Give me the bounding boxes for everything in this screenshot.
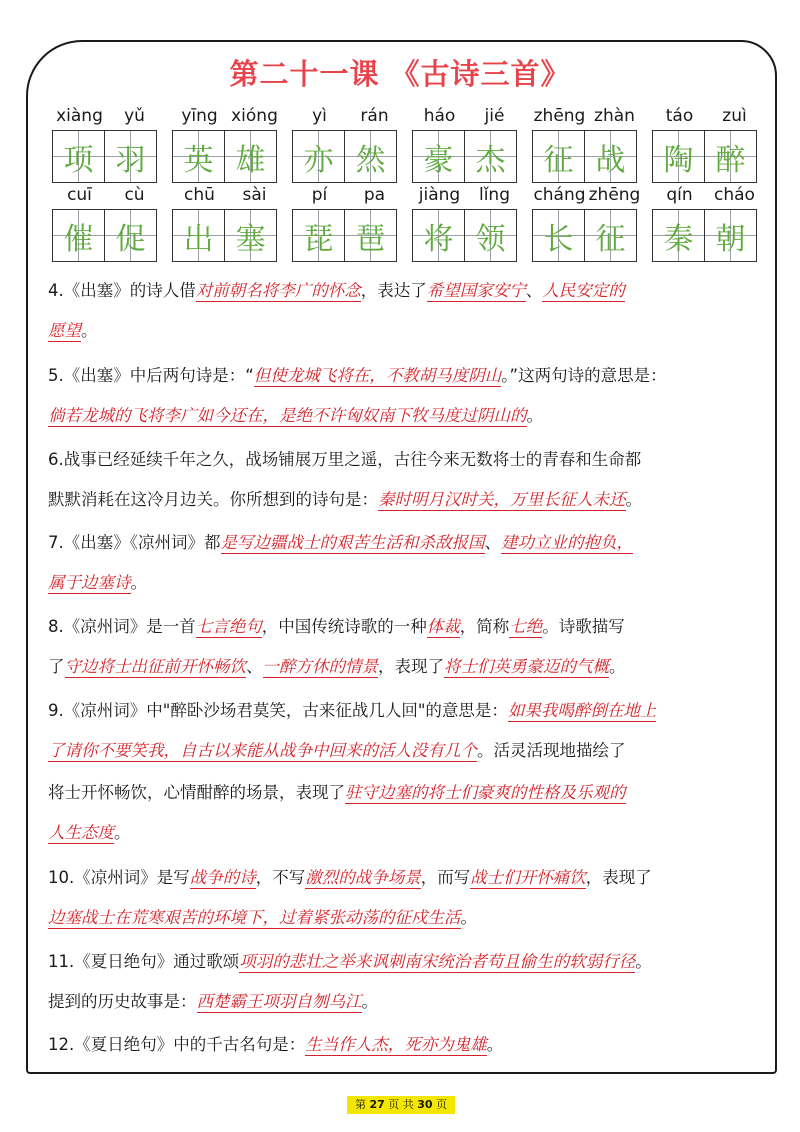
word-group bbox=[532, 104, 642, 190]
pinyin: pí bbox=[311, 185, 328, 205]
answer: 但使龙城飞将在，不教胡马度阴山 bbox=[253, 366, 502, 385]
character-cell: 杰 bbox=[465, 130, 517, 183]
pinyin: lǐng bbox=[478, 185, 510, 205]
character-cell: 促 bbox=[105, 209, 157, 262]
word-group bbox=[532, 183, 642, 269]
pinyin: qín bbox=[666, 185, 693, 205]
word-group bbox=[412, 183, 522, 269]
character-cell: 琶 bbox=[345, 209, 397, 262]
answer: 一醉方休的情景 bbox=[262, 657, 378, 676]
question-7-cont: 属于边塞诗。 bbox=[48, 573, 147, 592]
pinyin: cháo bbox=[714, 185, 755, 205]
character-cell: 将 bbox=[412, 209, 465, 262]
question-9-cont: 了请你不要笑我，自古以来能从战争中回来的活人没有几个。活灵活现地描绘了 bbox=[48, 741, 626, 760]
word-group bbox=[172, 104, 282, 190]
character-cell: 英 bbox=[172, 130, 225, 183]
answer: 将士们英勇豪迈的气概 bbox=[444, 657, 609, 676]
question-5-cont: 倘若龙城的飞将李广如今还在，是绝不许匈奴南下牧马度过阴山的。 bbox=[48, 406, 543, 425]
character-cell: 豪 bbox=[412, 130, 465, 183]
pinyin-row bbox=[52, 104, 762, 190]
word-group bbox=[652, 104, 762, 190]
word-group bbox=[412, 104, 522, 190]
question-8-cont: 了守边将士出征前开怀畅饮、一醉方休的情景，表现了将士们英勇豪迈的气概。 bbox=[48, 657, 626, 676]
pinyin: cù bbox=[124, 185, 145, 205]
pinyin: zhēng bbox=[533, 106, 586, 126]
question-11: 11.《夏日绝句》通过歌颂项羽的悲壮之举来讽刺南宋统治者苟且偷生的软弱行径。 bbox=[48, 952, 652, 971]
pinyin: yǔ bbox=[124, 106, 145, 126]
answer: 人民安定的 bbox=[542, 281, 625, 300]
answer: 七言绝句 bbox=[195, 617, 262, 636]
answer: 生当作人杰，死亦为鬼雄 bbox=[305, 1035, 487, 1054]
answer: 项羽的悲壮之举来讽刺南宋统治者苟且偷生的软弱行径 bbox=[239, 952, 636, 971]
question-8: 8.《凉州词》是一首七言绝句，中国传统诗歌的一种体裁，简称七绝。诗歌描写 bbox=[48, 617, 625, 636]
question-10: 10.《凉州词》是写战争的诗，不写激烈的战争场景，而写战士们开怀痛饮，表现了 bbox=[48, 868, 652, 887]
character-cell: 领 bbox=[465, 209, 517, 262]
answer: 愿望 bbox=[48, 321, 81, 340]
pinyin: táo bbox=[665, 106, 694, 126]
character-cell: 征 bbox=[585, 209, 637, 262]
answer: 人生态度 bbox=[48, 823, 114, 842]
word-group bbox=[172, 183, 282, 269]
answer: 体裁 bbox=[426, 617, 460, 636]
pinyin: xiàng bbox=[56, 106, 103, 126]
question-9-cont2: 将士开怀畅饮，心情酣醉的场景，表现了驻守边塞的将士们豪爽的性格及乐观的 bbox=[48, 783, 626, 802]
character-cell: 长 bbox=[532, 209, 585, 262]
question-9: 9.《凉州词》中"醉卧沙场君莫笑，古来征战几人回"的意思是：如果我喝醉倒在地上 bbox=[48, 701, 657, 720]
pinyin: cháng bbox=[533, 185, 586, 205]
question-5: 5.《出塞》中后两句诗是：“但使龙城飞将在，不教胡马度阴山。”这两句诗的意思是： bbox=[48, 366, 667, 385]
answer: 战争的诗 bbox=[189, 868, 256, 887]
question-4-cont: 愿望。 bbox=[48, 321, 98, 340]
answer: 如果我喝醉倒在地上 bbox=[507, 701, 657, 720]
lesson-title: 第二十一课 《古诗三首》 bbox=[229, 57, 571, 91]
character-cell: 征 bbox=[532, 130, 585, 183]
pinyin: yīng bbox=[181, 106, 218, 126]
pinyin: zhēng bbox=[588, 185, 641, 205]
question-11-cont: 提到的历史故事是：西楚霸王项羽自刎乌江。 bbox=[48, 992, 378, 1011]
answer: 了请你不要笑我，自古以来能从战争中回来的活人没有几个 bbox=[48, 741, 477, 760]
question-10-cont: 边塞战士在荒寒艰苦的环境下，过着紧张动荡的征戍生活。 bbox=[48, 908, 477, 927]
answer: 希望国家安宁 bbox=[426, 281, 526, 300]
answer: 秦时明月汉时关，万里长征人未还 bbox=[378, 490, 626, 509]
answer: 西楚霸王项羽自刎乌江 bbox=[196, 992, 362, 1011]
character-cell: 雄 bbox=[225, 130, 277, 183]
character-cell: 醉 bbox=[705, 130, 757, 183]
character-cell: 羽 bbox=[105, 130, 157, 183]
question-4: 4.《出塞》的诗人借对前朝名将李广的怀念，表达了希望国家安宁、人民安定的 bbox=[48, 281, 625, 300]
word-group bbox=[52, 183, 162, 269]
answer: 倘若龙城的飞将李广如今还在，是绝不许匈奴南下牧马度过阴山的 bbox=[48, 406, 527, 425]
pinyin: jiàng bbox=[418, 185, 461, 205]
character-cell: 亦 bbox=[292, 130, 345, 183]
character-cell: 琵 bbox=[292, 209, 345, 262]
word-group bbox=[292, 104, 402, 190]
question-12: 12.《夏日绝句》中的千古名句是：生当作人杰，死亦为鬼雄。 bbox=[48, 1035, 504, 1054]
character-cell: 秦 bbox=[652, 209, 705, 262]
pinyin: chū bbox=[184, 185, 215, 205]
word-group bbox=[52, 104, 162, 190]
pinyin: zhàn bbox=[594, 106, 635, 126]
answer: 属于边塞诗 bbox=[48, 573, 131, 592]
answer: 驻守边塞的将士们豪爽的性格及乐观的 bbox=[345, 783, 626, 802]
answer: 战士们开怀痛饮 bbox=[470, 868, 586, 887]
answer: 激烈的战争场景 bbox=[305, 868, 421, 887]
word-group bbox=[292, 183, 402, 269]
question-7: 7.《出塞》《凉州词》都是写边疆战士的艰苦生活和杀敌报国、建功立业的抱负， bbox=[48, 533, 633, 552]
pinyin: háo bbox=[423, 106, 456, 126]
pinyin: sài bbox=[242, 185, 267, 205]
pinyin: yì bbox=[312, 106, 327, 126]
character-cell: 出 bbox=[172, 209, 225, 262]
character-cell: 然 bbox=[345, 130, 397, 183]
character-cell: 塞 bbox=[225, 209, 277, 262]
page-number: 第 27 页 共 30 页 bbox=[347, 1096, 455, 1114]
pinyin: xióng bbox=[231, 106, 278, 126]
character-cell: 朝 bbox=[705, 209, 757, 262]
answer: 建功立业的抱负， bbox=[501, 533, 633, 552]
question-6: 6.战事已经延续千年之久，战场铺展万里之遥，古往今来无数将士的青春和生命都 bbox=[48, 450, 642, 469]
character-cell: 项 bbox=[52, 130, 105, 183]
character-cell: 陶 bbox=[652, 130, 705, 183]
answer: 是写边疆战士的艰苦生活和杀敌报国 bbox=[220, 533, 485, 552]
answer: 边塞战士在荒寒艰苦的环境下，过着紧张动荡的征戍生活 bbox=[48, 908, 461, 927]
pinyin: jié bbox=[484, 106, 505, 126]
character-cell: 战 bbox=[585, 130, 637, 183]
pinyin: rán bbox=[360, 106, 389, 126]
character-cell: 催 bbox=[52, 209, 105, 262]
pinyin: cuī bbox=[67, 185, 92, 205]
answer: 七绝 bbox=[509, 617, 543, 636]
pinyin: pa bbox=[363, 185, 386, 205]
pinyin: zuì bbox=[722, 106, 747, 126]
word-group bbox=[652, 183, 762, 269]
answer: 守边将士出征前开怀畅饮 bbox=[64, 657, 246, 676]
answer: 对前朝名将李广的怀念 bbox=[195, 281, 361, 300]
pinyin-row bbox=[52, 183, 762, 269]
question-6-cont: 默默消耗在这冷月边关。你所想到的诗句是：秦时明月汉时关，万里长征人未还。 bbox=[48, 490, 642, 509]
question-9-cont3: 人生态度。 bbox=[48, 823, 131, 842]
